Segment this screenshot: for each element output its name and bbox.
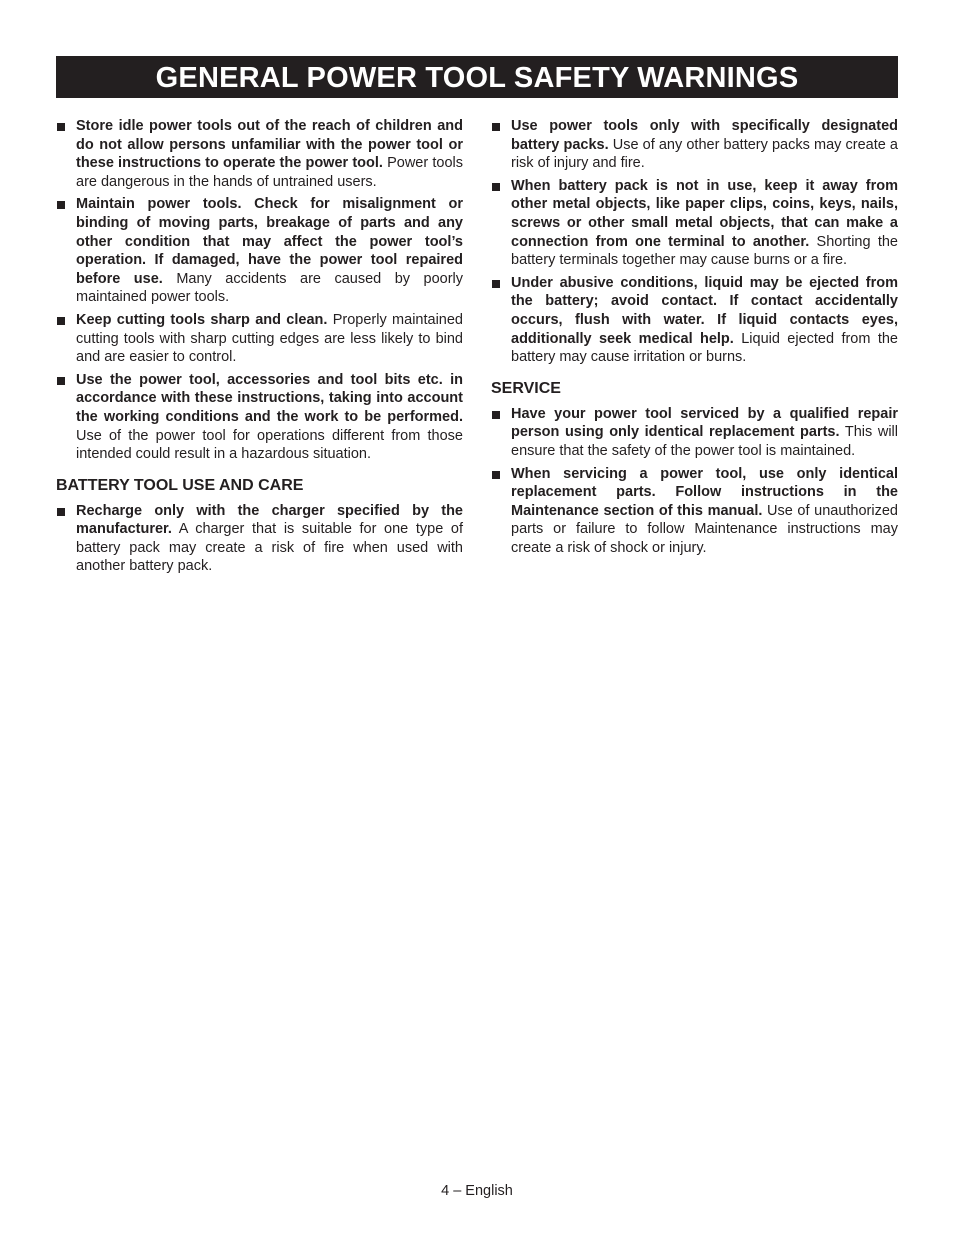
square-bullet-icon [57,317,65,325]
warning-bold: Under abusive conditions, liquid may be ejected from the battery; avoid contact. If contact accidentally occurs, flush with water. If liquid contacts eyes, additionally seek medical help. [511,274,898,347]
warning-text: A charger that is suitable for one type of battery pack may create a risk of fire when used with another battery pack. [76,521,463,575]
warning-text: Power tools are dangerous in the hands of untrained users. [76,155,463,190]
square-bullet-icon [492,123,500,131]
square-bullet-icon [57,123,65,131]
service-section-heading: SERVICE [491,379,561,397]
warning-text: Use of unauthorized parts or failure to follow Maintenance instructions may create a risk of shock or injury. [511,502,898,556]
square-bullet-icon [492,411,500,419]
warning-bold: When servicing a power tool, use only identical replacement parts. Follow instructions in the Maintenance section of this manual. [511,465,898,519]
warning-bold: Use power tools only with specifically designated battery packs. [511,118,898,153]
warning-bold: Keep cutting tools sharp and clean. [76,311,328,328]
warning-bold: Maintain power tools. Check for misalignment or binding of moving parts, breakage of parts and any other condition that may affect the power tool’s operation. If damaged, have the power tool repaired before use. [76,196,463,287]
warning-bold: Recharge only with the charger specified by the manufacturer. [76,502,463,538]
page-number-footer: 4 – English [441,1183,513,1199]
warning-text: Shorting the battery terminals together may cause burns or a fire. [511,233,898,269]
warning-text: Many accidents are caused by poorly maintained power tools. [76,270,464,306]
square-bullet-icon [492,183,500,191]
warning-bold: Store idle power tools out of the reach of children and do not allow persons unfamiliar with the power tool or these instructions to operate the power tool. [76,118,463,172]
warning-bold: When battery pack is not in use, keep it away from other metal objects, like paper clips, coins, keys, nails, screws or other small metal objects, that can make a connection from one terminal to another. [511,177,898,250]
warning-text: Use of any other battery packs may create a risk of injury and fire. [511,136,898,172]
right-column [491,117,898,561]
warning-text: Use of the power tool for operations different from those intended could result in a hazardous situation. [76,427,463,463]
square-bullet-icon [57,377,65,385]
list-item [56,371,463,464]
list-item [491,465,898,558]
list-item [491,177,898,270]
list-item [56,117,463,191]
square-bullet-icon [57,508,65,516]
list-item [56,311,463,367]
page-title: GENERAL POWER TOOL SAFETY WARNINGS [56,56,898,98]
list-item [56,502,463,576]
battery-section-heading: BATTERY TOOL USE AND CARE [56,476,304,494]
list-item [491,117,898,173]
list-item [56,195,463,307]
warning-text: This will ensure that the safety of the power tool is maintained. [511,424,898,459]
square-bullet-icon [57,201,65,209]
square-bullet-icon [492,471,500,479]
left-column [56,117,463,580]
list-item [491,274,898,367]
warning-text: Properly maintained cutting tools with sharp cutting edges are less likely to bind and are easier to control. [76,311,463,366]
square-bullet-icon [492,280,500,288]
list-item [491,405,898,461]
warning-text: Liquid ejected from the battery may cause irritation or burns. [511,330,898,366]
warning-bold: Have your power tool serviced by a qualified repair person using only identical replacement parts. [511,405,898,441]
warning-bold: Use the power tool, accessories and tool bits etc. in accordance with these instructions, taking into account the working conditions and the work to be performed. [76,371,463,425]
